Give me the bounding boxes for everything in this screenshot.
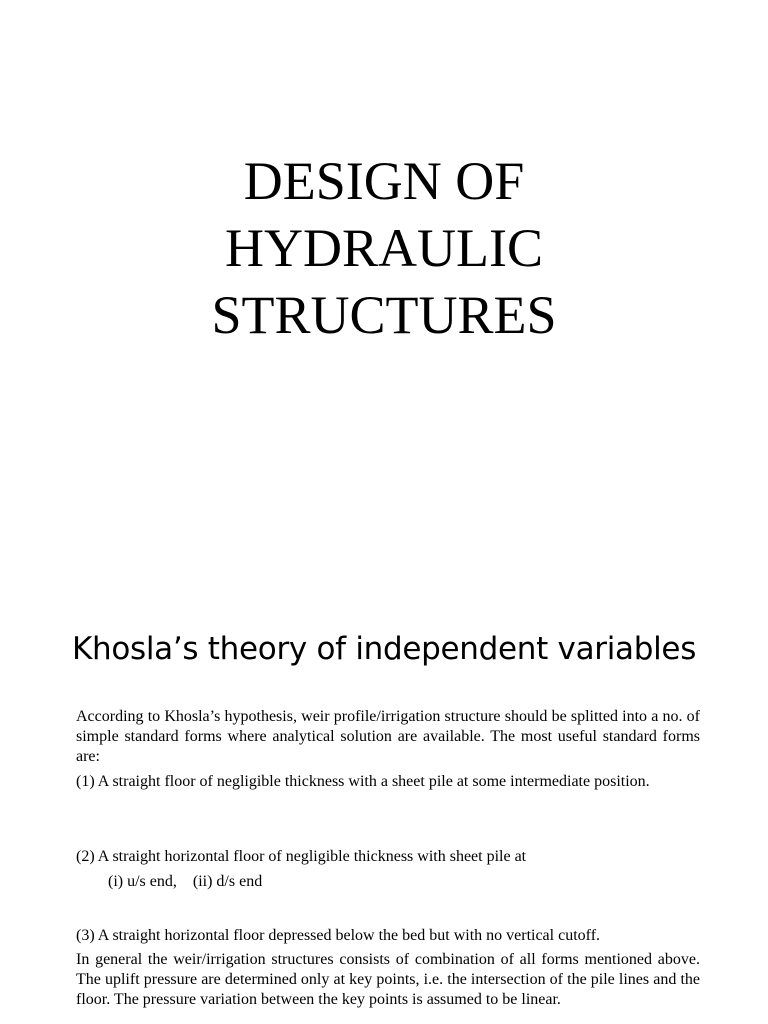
standard-form-3: (3) A straight horizontal floor depressed below the bed but with no vertical cutoff.: [76, 927, 601, 944]
title-line-3: STRUCTURES: [211, 285, 557, 345]
option-us-end: (i) u/s end,: [108, 873, 177, 890]
standard-form-2-options: [108, 872, 508, 892]
title-line-1: DESIGN OF: [243, 151, 525, 211]
general-paragraph: In general the weir/irrigation structures consists of combination of all forms mentioned above. The uplift pressure are determined only at key points, i.e. the intersection of the pile lines and the floor. The pressure variation between the key points is assumed to be linear.: [76, 951, 700, 1008]
section-heading: Khosla’s theory of independent variables: [71, 631, 697, 667]
intro-paragraph: According to Khosla’s hypothesis, weir profile/irrigation structure should be splitted into a no. of simple standard forms where analytical solution are available. The most useful standard forms are:: [76, 708, 700, 765]
option-ds-end: (ii) d/s end: [192, 873, 263, 890]
title-line-2: HYDRAULIC: [225, 218, 543, 278]
document-title: [0, 148, 768, 349]
standard-form-2: (2) A straight horizontal floor of negligible thickness with sheet pile at: [76, 848, 527, 865]
standard-form-1: (1) A straight floor of negligible thickness with a sheet pile at some intermediate position.: [76, 773, 650, 790]
